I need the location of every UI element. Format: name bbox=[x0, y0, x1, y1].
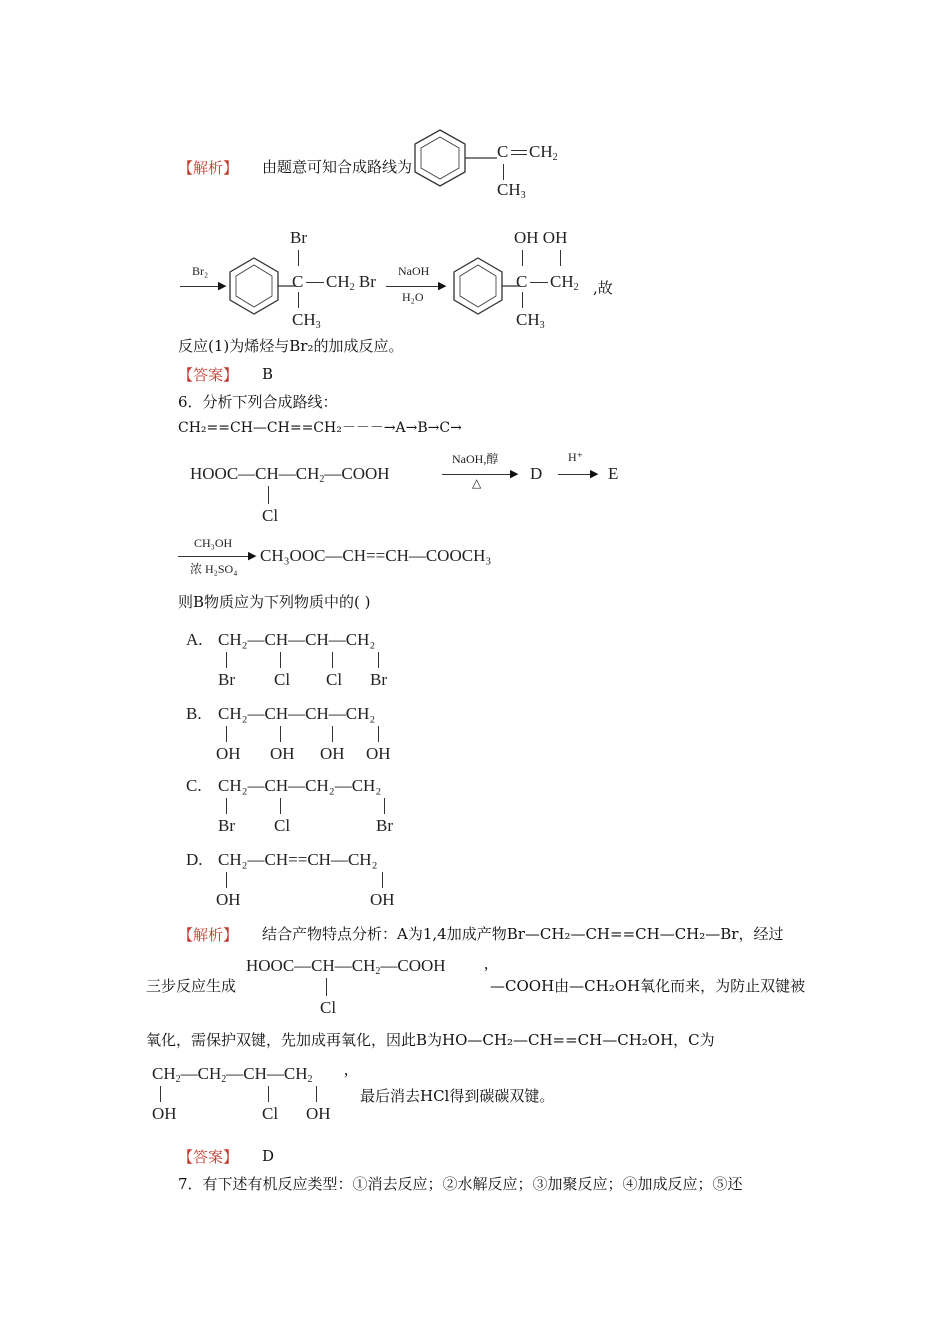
condition-h2so4: 浓 H₂SO₄ bbox=[190, 562, 238, 576]
analysis-2-tag: 【解析】 bbox=[178, 926, 239, 944]
compound-e: E bbox=[608, 464, 619, 483]
analysis-tag: 【解析】 bbox=[178, 159, 239, 177]
analysis-suffix: ,故 bbox=[593, 279, 613, 297]
benzene-ring-icon bbox=[405, 120, 505, 200]
reaction-row-2: Br₂ ▶ Br C $CH_2$ Br $CH_3$ NaOH ▶ H₂O OH OH C $CH_2$ $CH_3$ bbox=[180, 222, 630, 332]
answer-2-value: D bbox=[262, 1147, 275, 1165]
condition-ch3oh: CH₃OH bbox=[194, 536, 233, 550]
condition-naoh-alcohol: NaOH,醇 bbox=[452, 452, 499, 466]
question-7-title: 7．有下述有机反应类型：①消去反应；②水解反应；③加聚反应；④加成反应；⑤还 bbox=[178, 1175, 743, 1193]
answer-value: B bbox=[262, 365, 274, 383]
compound-d: D bbox=[530, 464, 543, 483]
structure-c: $CH_2—CH_2—CH—CH_2$ , OH Cl OH bbox=[152, 1060, 349, 1123]
structure-chlorosuccinic: $HOOC—CH—CH_2—COOH$ , Cl bbox=[246, 954, 489, 1017]
answer-tag: 【答案】 bbox=[178, 366, 239, 384]
structure-styrene-methyl: C $CH_2$ $CH_3$ bbox=[405, 120, 585, 210]
reagent-h2o: H₂O bbox=[402, 290, 424, 304]
option-a[interactable]: A. CH₂—CH—CH—CH₂ Br Cl Cl Br bbox=[186, 630, 387, 689]
analysis-intro: 由题意可知合成路线为 bbox=[262, 158, 413, 176]
analysis-2-p2a: 三步反应生成 bbox=[146, 977, 237, 995]
analysis-2-p1: 结合产物特点分析：A为1,4加成产物Br—CH₂—CH==CH—CH₂—Br，经过 bbox=[262, 925, 784, 943]
question-6-route: CH₂==CH—CH==CH₂－－－→A→B→C→ bbox=[178, 420, 462, 436]
analysis-2-p4: 最后消去HCl得到碳碳双键。 bbox=[360, 1087, 555, 1105]
reagent-naoh: NaOH bbox=[398, 264, 430, 278]
final-product: CH₃OOC—CH==CH—COOCH₃ bbox=[260, 546, 492, 565]
condition-delta: △ bbox=[472, 476, 482, 490]
analysis-line: 反应(1)为烯烃与Br₂的加成反应。 bbox=[178, 337, 404, 355]
analysis-2-p3: 氧化，需保护双键，先加成再氧化，因此B为HO—CH₂—CH==CH—CH₂OH，C为 bbox=[146, 1031, 715, 1049]
condition-h-plus: H⁺ bbox=[568, 450, 583, 464]
route-step-3: CH₃OH ▶ 浓 H₂SO₄ CH₃OOC—CH==CH—COOCH₃ bbox=[178, 536, 578, 586]
option-d[interactable]: D. CH₂—CH==CH—CH₂ OH OH bbox=[186, 850, 395, 909]
reagent-br2: Br₂ bbox=[192, 264, 209, 278]
question-6-prompt: 则B物质应为下列物质中的( ) bbox=[178, 593, 371, 611]
question-6-title: 6．分析下列合成路线： bbox=[178, 393, 338, 411]
answer-2-tag: 【答案】 bbox=[178, 1148, 239, 1166]
analysis-2-p2b: —COOH由—CH₂OH氧化而来，为防止双键被 bbox=[490, 977, 806, 995]
route-step-2: $HOOC—CH—CH_2—COOH$ Cl NaOH,醇 ▶ △ D H⁺ ▶ E bbox=[190, 450, 619, 525]
option-c[interactable]: C. CH₂—CH—CH₂—CH₂ Br Cl Br bbox=[186, 776, 393, 835]
option-b[interactable]: B. CH₂—CH—CH—CH₂ OH OH OH OH bbox=[186, 704, 391, 763]
